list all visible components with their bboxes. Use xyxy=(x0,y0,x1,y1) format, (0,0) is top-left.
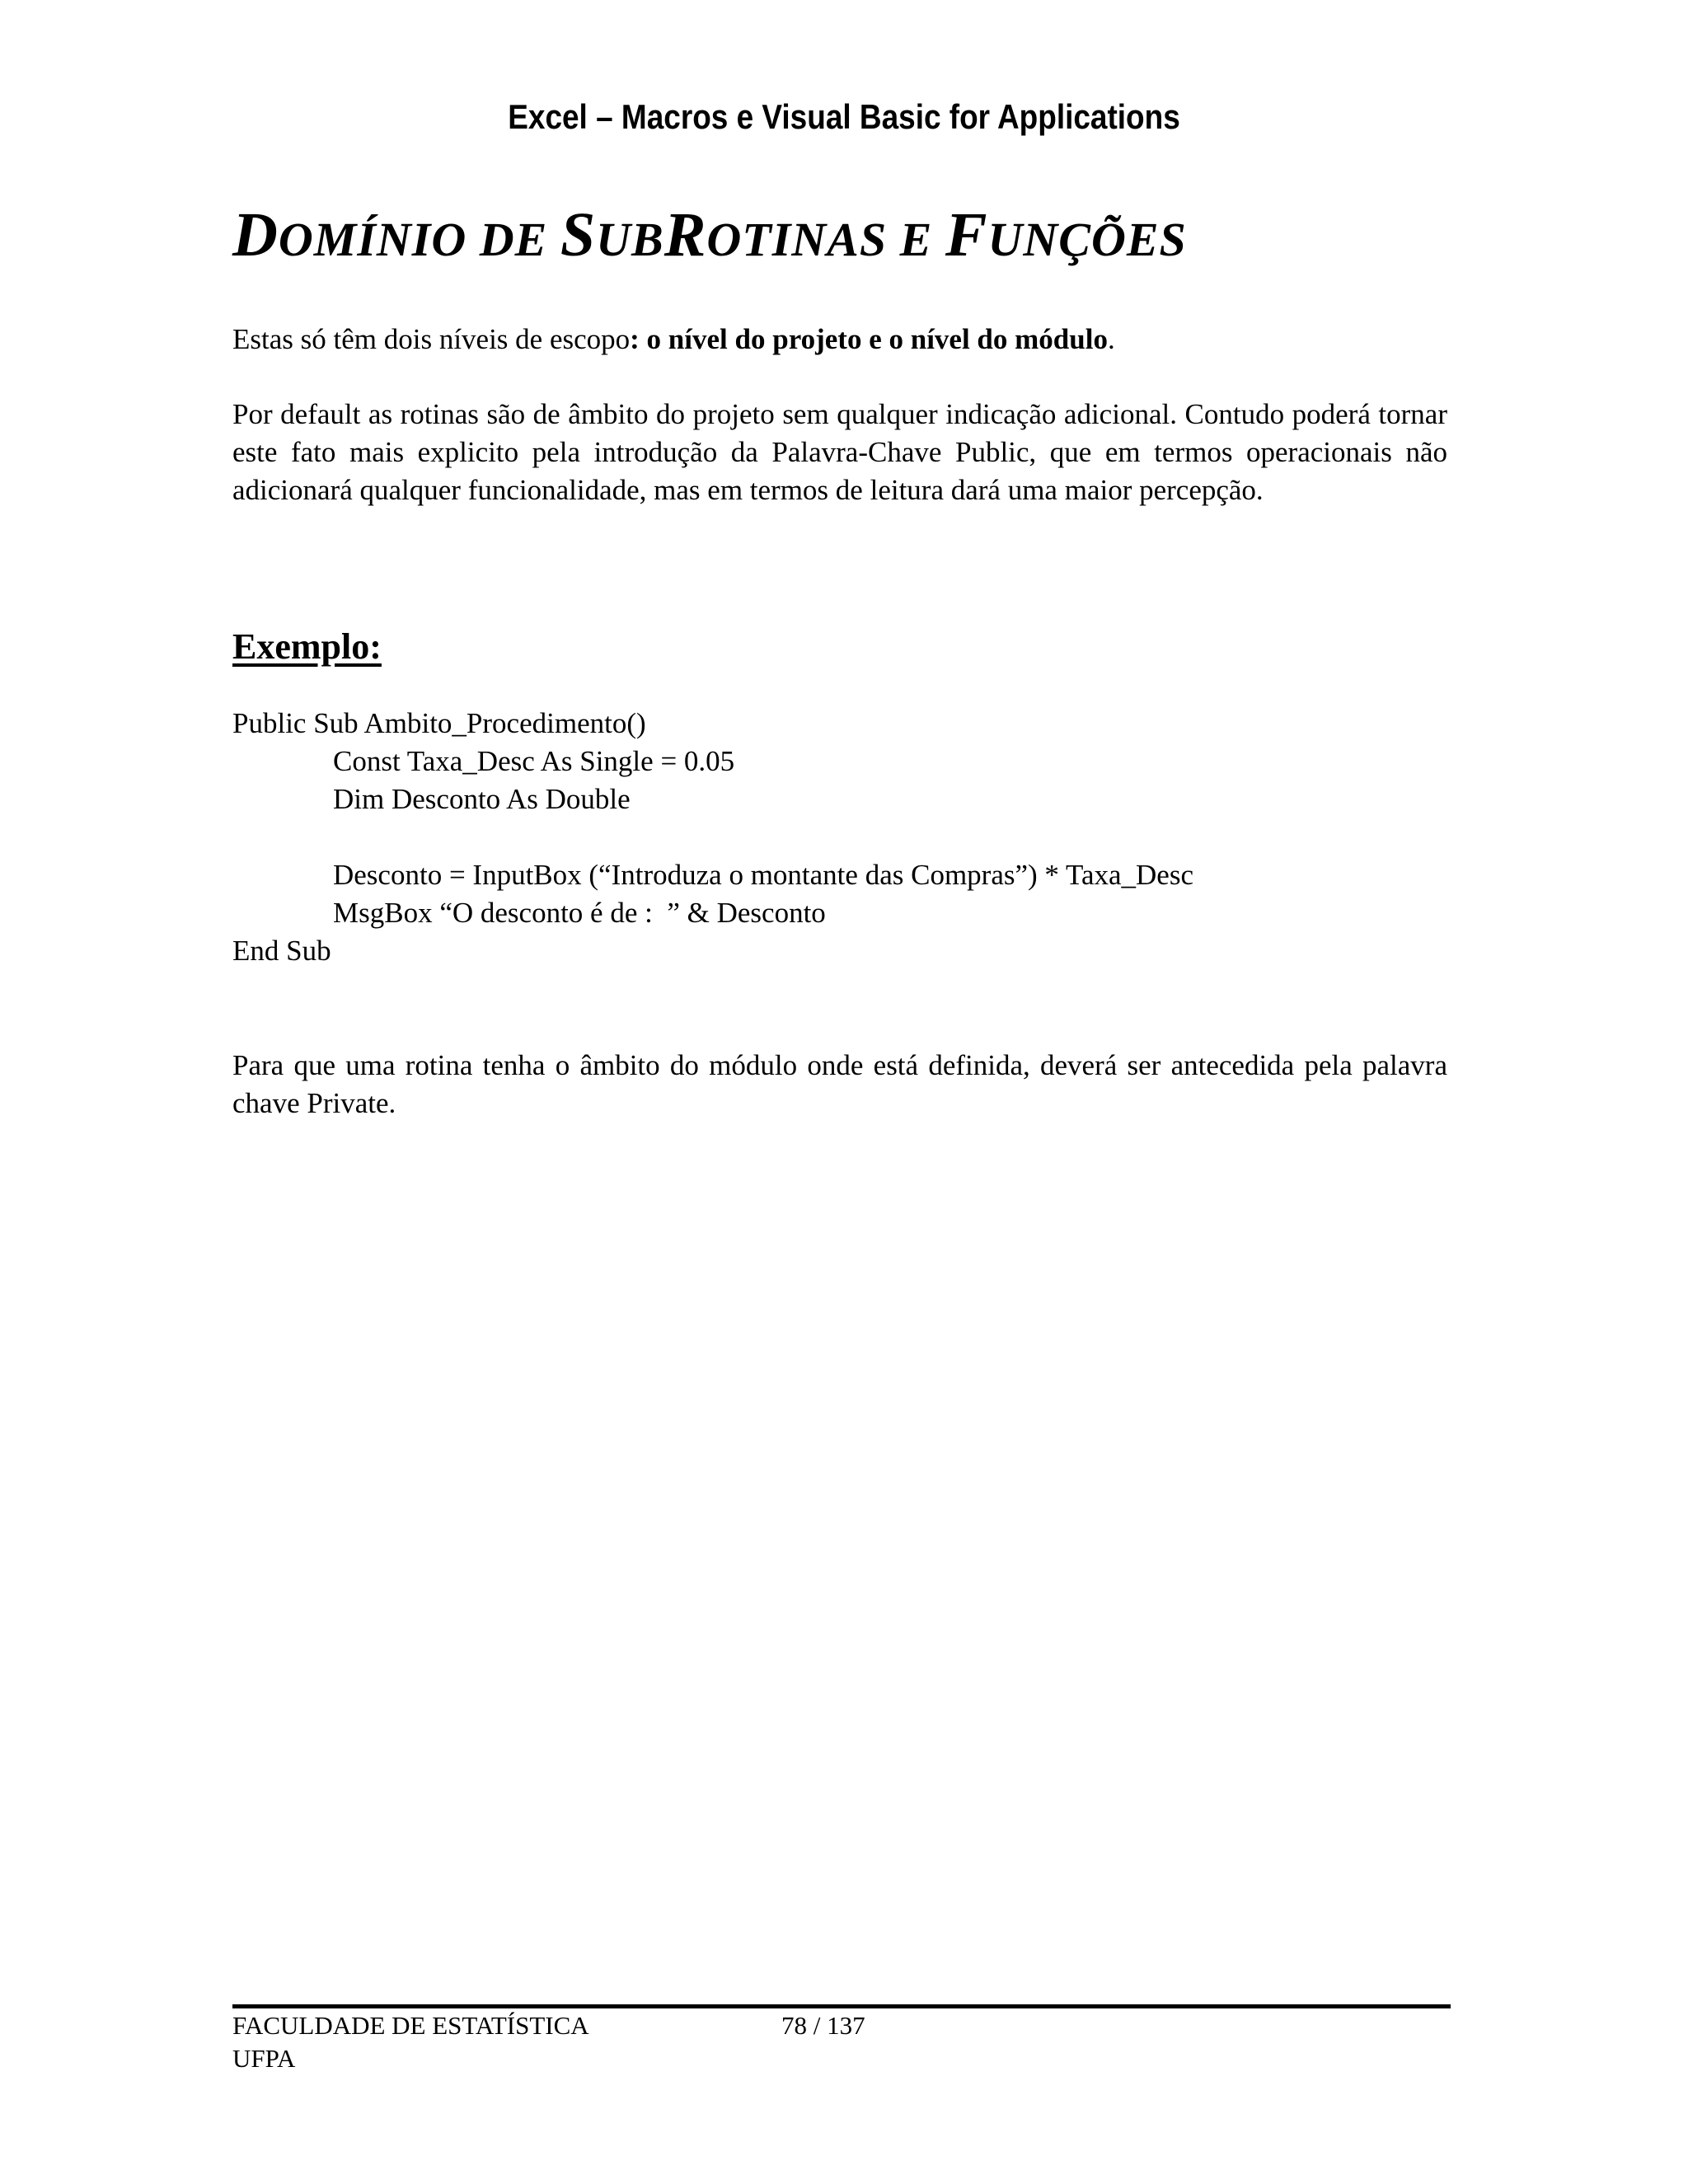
code-line xyxy=(232,818,1447,856)
private-scope-paragraph: Para que uma rotina tenha o âmbito do módulo onde está definida, deverá ser antecedida pela palavra chave Private. xyxy=(232,1049,1447,1119)
code-example xyxy=(232,705,1447,970)
footer-faculty: FACULDADE DE ESTATÍSTICA xyxy=(232,2011,589,2040)
example-heading: Exemplo: xyxy=(232,626,382,667)
scope-levels-paragraph: Estas só têm dois níveis de escopo: o nível do projeto e o nível do módulo. xyxy=(232,323,1115,355)
running-header: Excel – Macros e Visual Basic for Applications xyxy=(508,97,1180,136)
code-line: Public Sub Ambito_Procedimento() xyxy=(232,707,646,739)
code-line: MsgBox “O desconto é de : ” & Desconto xyxy=(333,897,826,929)
footer-divider xyxy=(232,2004,1451,2008)
code-line: Dim Desconto As Double xyxy=(333,783,631,815)
public-scope-paragraph: Por default as rotinas são de âmbito do projeto sem qualquer indicação adicional. Contudo poderá tornar este fato mais explicito pela introdução da Palavra-Chave Public, que em termos operacionais não adicionará qualquer funcionalidade, mas em termos de leitura dará uma maior percepção. xyxy=(232,398,1447,506)
page-title: DOMÍNIO DE SUBROTINAS E FUNÇÕES xyxy=(232,200,1187,269)
code-line: Const Taxa_Desc As Single = 0.05 xyxy=(333,745,735,777)
code-line: Desconto = InputBox (“Introduza o montante das Compras”) * Taxa_Desc xyxy=(333,859,1194,891)
code-line: End Sub xyxy=(232,935,331,967)
page-number: 78 / 137 xyxy=(781,2011,865,2040)
footer-institution xyxy=(232,2009,589,2075)
scope-levels-emphasis: : o nível do projeto e o nível do módulo xyxy=(630,323,1108,355)
footer-university: UFPA xyxy=(232,2044,296,2073)
